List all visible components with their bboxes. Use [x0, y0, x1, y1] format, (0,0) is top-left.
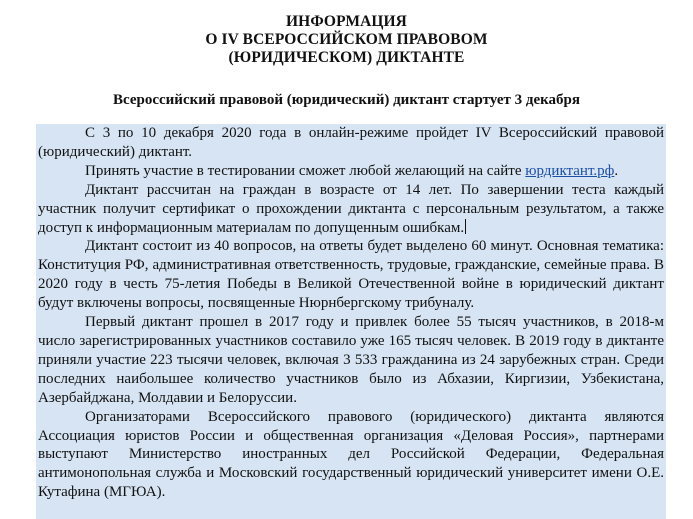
document-subtitle: Всероссийский правовой (юридический) диктант стартует 3 декабря — [113, 92, 580, 108]
document-body[interactable] — [38, 124, 664, 502]
paragraph-history: Первый диктант прошел в 2017 году и привлек более 55 тысяч участников, в 2018-м число зарегистрированных участников составило уже 165 тысяч человек. В 2019 году в диктанте приняли участие 223 тысячи человек, включая 3 533 гражданина из 24 зарубежных стран. Среди последних наибольшее количество участников было из Абхазии, Киргизии, Узбекистана, Азербайджана, Молдавии и Белоруссии. — [38, 314, 664, 406]
audience-text: Диктант рассчитан на граждан в возрасте от 14 лет. По завершении теста каждый участник получит сертификат о прохождении диктанта с персональным результатом, а также доступ к информационным материалам по допущенным ошибкам. — [38, 181, 664, 236]
paragraph-audience — [38, 181, 664, 238]
document-title — [0, 13, 693, 67]
participation-period: . — [614, 162, 619, 179]
text-cursor — [465, 219, 466, 234]
paragraph-structure: Диктант состоит из 40 вопросов, на ответы будет выделено 60 минут. Основная тематика: Конституция РФ, административная ответственность, трудовые, гражданские, семейные права. В 2020 году в честь 75-летия Победы в Великой Отечественной войне в юридический диктант будут включены вопросы, посвященные Нюрнбергскому трибуналу. — [38, 238, 664, 312]
paragraph-dates: С 3 по 10 декабря 2020 года в онлайн-режиме пройдет IV Всероссийский правовой (юридический) диктант. — [38, 125, 664, 160]
participation-text: Принять участие в тестировании сможет любой желающий на сайте — [85, 162, 526, 179]
paragraph-participation — [38, 162, 664, 181]
title-line-3: (ЮРИДИЧЕСКОМ) ДИКТАНТЕ — [228, 49, 465, 66]
title-line-2: О IV ВСЕРОССИЙСКОМ ПРАВОВОМ — [205, 31, 488, 48]
paragraph-organizers: Организаторами Всероссийского правового (юридического) диктанта являются Ассоциация юристов России и общественная организация «Деловая Россия», партнерами выступают Министерство иностранных дел Российской Федерации, Федеральная антимонопольная служба и Московский государственный юридический университет имени О.Е. Кутафина (МГЮА). — [38, 408, 664, 501]
site-link[interactable]: юрдиктант.рф — [525, 162, 615, 179]
title-line-1: ИНФОРМАЦИЯ — [286, 13, 407, 30]
